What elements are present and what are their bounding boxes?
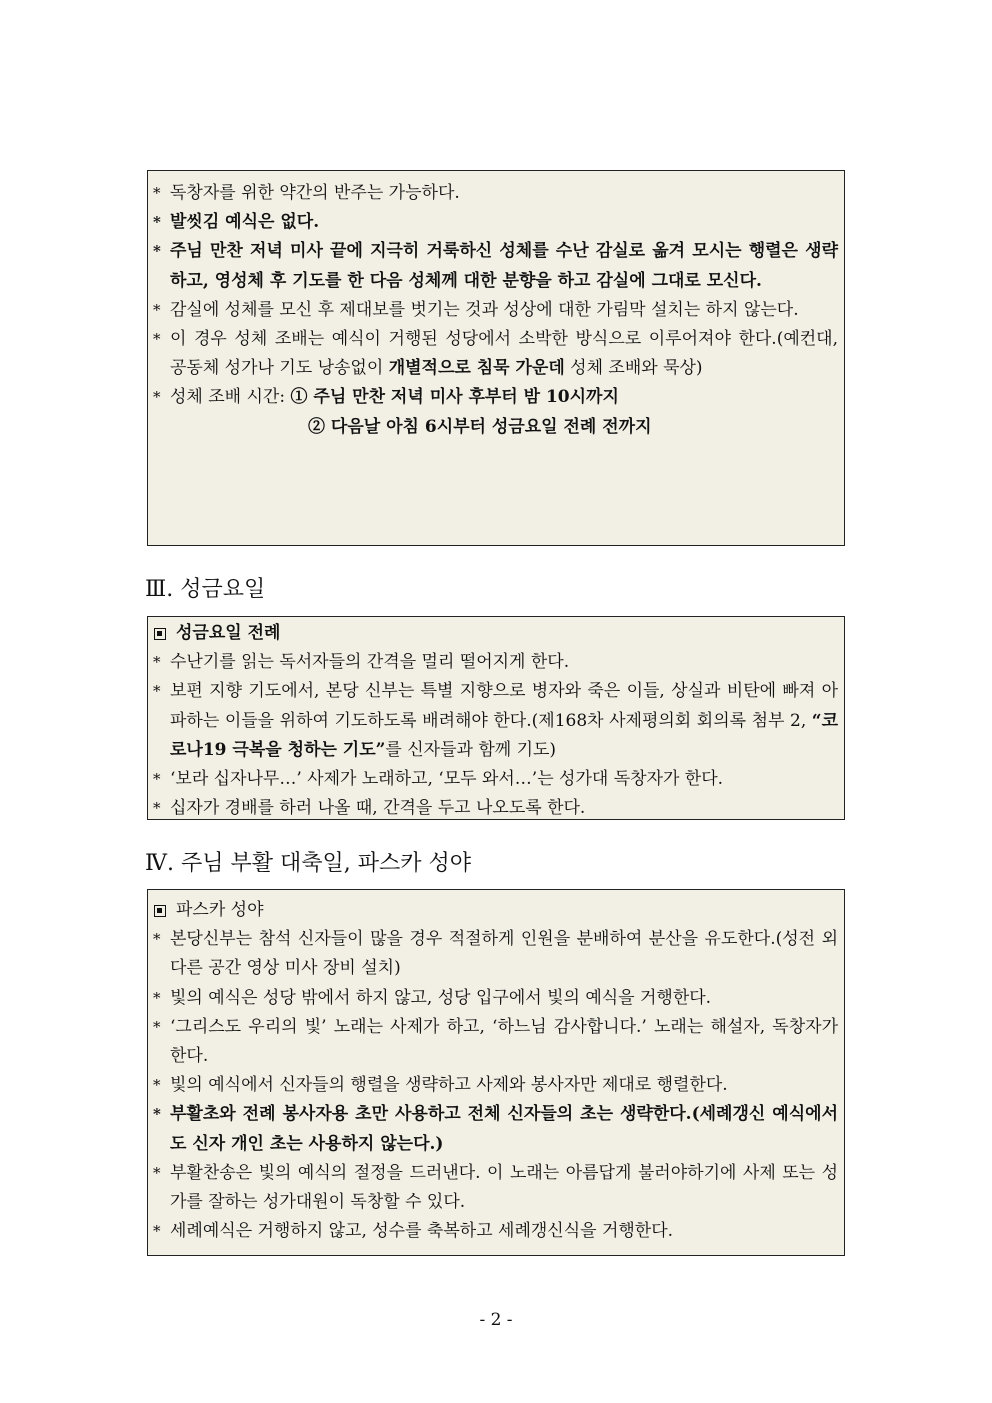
emphasis-text: “코로나19 극복을 청하는 기도” [170,710,838,760]
list-item: * 보편 지향 기도에서, 본당 신부는 특별 지향으로 병자와 죽은 이들, 상실과 비탄에 빠져 아파하는 이들을 위하여 기도하도록 배려해야 한다.(제168차 사제평의회 회의록 첨부 2, “코로나19 극복을 청하는 기도”를 신자들과 함께 기도) [152,677,838,765]
bullet-mark: * [153,988,161,1007]
box-title: 파스카 성야 [152,896,838,925]
list-item: * ‘그리스도 우리의 빛’ 노래는 사제가 하고, ‘하느님 감사합니다.’ 노래는 해설자, 독창자가 한다. [152,1013,838,1071]
list-item: * 십자가 경배를 하러 나올 때, 간격을 두고 나오도록 한다. [152,794,838,823]
good-friday-box [147,616,845,820]
list-item: * 본당신부는 참석 신자들이 많을 경우 적절하게 인원을 분배하여 분산을 유도한다.(성전 외 다른 공간 영상 미사 장비 설치) [152,925,838,983]
list-item: * 감실에 성체를 모신 후 제대보를 벗기는 것과 성상에 대한 가림막 설치는 하지 않는다. [152,296,838,325]
liturgy-note-box [147,170,845,546]
section-heading-easter: Ⅳ. 주님 부활 대축일, 파스카 성야 [145,851,471,876]
bullet-mark: * [153,930,161,949]
list-item: * 빛의 예식에서 신자들의 행렬을 생략하고 사제와 봉사자만 제대로 행렬한다. [152,1071,838,1100]
list-item: * 빛의 예식은 성당 밖에서 하지 않고, 성당 입구에서 빛의 예식을 거행한다. [152,984,838,1013]
square-bullet-icon [154,905,166,917]
bullet-mark: * [153,213,161,232]
bullet-mark: * [153,184,161,202]
bullet-mark: * [153,1222,161,1241]
bullet-mark: * [153,770,161,789]
list-item: * 주님 만찬 저녁 미사 끝에 지극히 거룩하신 성체를 수난 감실로 옮겨 모시는 행렬은 생략하고, 영성체 후 기도를 한 다음 성체께 대한 분향을 하고 감실에 그대로 모신다. [152,237,838,295]
bullet-mark: * [153,388,161,407]
list-item: * 독창자를 위한 약간의 반주는 가능하다. [152,179,838,208]
list-item: * 이 경우 성체 조배는 예식이 거행된 성당에서 소박한 방식으로 이루어져야 한다.(예컨대, 공동체 성가나 기도 낭송없이 개별적으로 침묵 가운데 성체 조배와 묵상) [152,325,838,383]
list-item: * 부활찬송은 빛의 예식의 절정을 드러낸다. 이 노래는 아름답게 불러야하기에 사제 또는 성가를 잘하는 성가대원이 독창할 수 있다. [152,1159,838,1217]
bullet-mark: * [153,1105,161,1124]
bullet-mark: * [153,682,161,701]
list-item: * 부활초와 전례 봉사자용 초만 사용하고 전체 신자들의 초는 생략한다.(세례갱신 예식에서도 신자 개인 초는 사용하지 않는다.) [152,1100,838,1158]
bullet-mark: * [153,799,161,818]
bullet-mark: * [153,300,161,319]
section-heading-good-friday: Ⅲ. 성금요일 [145,577,266,602]
bullet-mark: * [153,653,161,672]
list-item: * 수난기를 읽는 독서자들의 간격을 멀리 떨어지게 한다. [152,648,838,677]
square-bullet-icon [154,628,166,640]
list-item: * ‘보라 십자나무…’ 사제가 노래하고, ‘모두 와서…’는 성가대 독창자가 한다. [152,765,838,794]
list-item: * 세례예식은 거행하지 않고, 성수를 축복하고 세례갱신식을 거행한다. [152,1217,838,1246]
emphasis-text: 개별적으로 침묵 가운데 [388,358,565,379]
easter-vigil-box [147,889,845,1256]
bullet-mark: * [153,1017,161,1036]
box-title: 성금요일 전례 [152,619,838,648]
list-item: * 발씻김 예식은 없다. [152,208,838,237]
page-number: - 2 - [479,1310,513,1330]
bullet-mark: * [153,1163,161,1182]
adoration-time-1: ① 주님 만찬 저녁 미사 후부터 밤 10시까지 [290,387,619,408]
bullet-mark: * [153,1076,161,1095]
adoration-time-row: * 성체 조배 시간: ① 주님 만찬 저녁 미사 후부터 밤 10시까지 [152,383,838,412]
bullet-mark: * [153,330,161,349]
adoration-time-2: ② 다음날 아침 6시부터 성금요일 전례 전까지 [308,416,652,437]
bullet-mark: * [153,242,161,261]
